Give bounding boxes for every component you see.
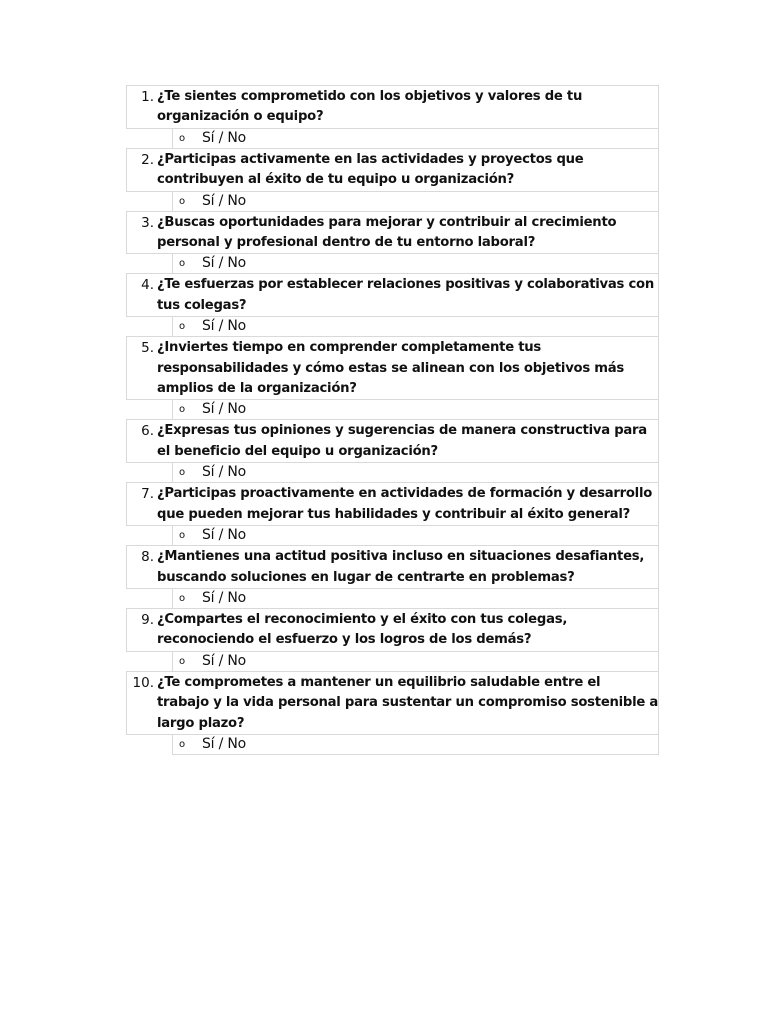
answer-option-text: Sí / No [202, 589, 247, 606]
question-text-line: buscando soluciones en lugar de centrarte en problemas? [157, 569, 575, 585]
answer-option-text: Sí / No [202, 255, 247, 272]
question-number: 5. [141, 340, 154, 357]
hollow-bullet-icon: o [179, 258, 186, 270]
question-text-line: reconociendo el esfuerzo y los logros de los demás? [157, 632, 532, 648]
question-text-line: ¿Buscas oportunidades para mejorar y contribuir al crecimiento [157, 214, 617, 230]
answer-option-text: Sí / No [202, 401, 247, 418]
question-text [157, 149, 658, 191]
hollow-bullet-icon: o [179, 467, 186, 479]
answer-option-row [172, 253, 659, 274]
question-number: 9. [141, 611, 154, 628]
answer-option-row [172, 651, 659, 672]
question-text-line: responsabilidades y cómo estas se alinean con los objetivos más [157, 360, 625, 376]
question-text [157, 337, 658, 399]
question-text-line: ¿Te esfuerzas por establecer relaciones positivas y colaborativas con [157, 277, 654, 293]
hollow-bullet-icon: o [179, 530, 186, 542]
answer-option-row [172, 128, 659, 149]
question-text-line: personal y profesional dentro de tu entorno laboral? [157, 235, 536, 251]
question-text [157, 546, 658, 588]
question-item [126, 336, 659, 400]
hollow-bullet-icon: o [179, 321, 186, 333]
hollow-bullet-icon: o [179, 592, 186, 604]
answer-option-row [172, 734, 659, 755]
hollow-bullet-icon: o [179, 738, 186, 750]
question-number: 10. [132, 674, 154, 691]
answer-option-text: Sí / No [202, 464, 247, 481]
question-text [157, 420, 658, 462]
question-text [157, 483, 658, 525]
question-text-line: ¿Compartes el reconocimiento y el éxito con tus colegas, [157, 611, 568, 627]
answer-option-text: Sí / No [202, 735, 247, 752]
question-number: 1. [141, 89, 154, 105]
answer-option-text: Sí / No [202, 652, 247, 669]
question-item [126, 273, 659, 317]
question-text-line: ¿Inviertes tiempo en comprender completamente tus [157, 340, 542, 356]
questionnaire-list [126, 86, 659, 755]
question-text [157, 274, 658, 316]
question-text-line: organización o equipo? [157, 109, 324, 125]
question-number: 2. [141, 151, 154, 168]
question-item [126, 608, 659, 652]
question-item [126, 671, 659, 735]
question-text-line: tus colegas? [157, 297, 247, 313]
answer-option-text: Sí / No [202, 527, 247, 544]
question-text-line: contribuyen al éxito de tu equipo u organización? [157, 172, 515, 188]
question-text [157, 609, 658, 651]
question-text-line: ¿Expresas tus opiniones y sugerencias de manera constructiva para [157, 423, 647, 439]
hollow-bullet-icon: o [179, 195, 186, 207]
question-item [126, 482, 659, 526]
question-text-line: ¿Te comprometes a mantener un equilibrio saludable entre el [157, 674, 601, 690]
question-item [126, 419, 659, 463]
question-text-line: ¿Participas proactivamente en actividades de formación y desarrollo [157, 486, 653, 502]
question-number: 3. [141, 214, 154, 231]
hollow-bullet-icon: o [179, 404, 186, 416]
question-number: 7. [141, 486, 154, 503]
question-text-line: amplios de la organización? [157, 381, 357, 397]
question-item [126, 148, 659, 192]
question-text-line: que pueden mejorar tus habilidades y contribuir al éxito general? [157, 506, 631, 522]
question-number: 8. [141, 549, 154, 566]
question-text-line: ¿Te sientes comprometido con los objetivos y valores de tu [157, 89, 583, 104]
question-number: 6. [141, 423, 154, 440]
question-text-line: ¿Mantienes una actitud positiva incluso en situaciones desafiantes, [157, 549, 645, 565]
answer-option-row [172, 525, 659, 546]
hollow-bullet-icon: o [179, 655, 186, 667]
question-item [126, 211, 659, 255]
answer-option-row [172, 316, 659, 337]
answer-option-text: Sí / No [202, 318, 247, 335]
question-text-line: ¿Participas activamente en las actividades y proyectos que [157, 151, 584, 167]
answer-option-text: Sí / No [202, 129, 247, 146]
question-text-line: trabajo y la vida personal para sustentar un compromiso sostenible a [157, 695, 659, 711]
question-text-line: el beneficio del equipo u organización? [157, 443, 438, 459]
question-text-line: largo plazo? [157, 715, 245, 731]
question-item [126, 545, 659, 589]
question-text [157, 86, 658, 128]
answer-option-row [172, 588, 659, 609]
question-number: 4. [141, 277, 154, 294]
hollow-bullet-icon: o [179, 132, 186, 144]
answer-option-row [172, 462, 659, 483]
answer-option-text: Sí / No [202, 192, 247, 209]
question-text [157, 212, 658, 254]
question-text [157, 672, 658, 734]
answer-option-row [172, 399, 659, 420]
answer-option-row [172, 191, 659, 212]
question-item [126, 85, 659, 129]
